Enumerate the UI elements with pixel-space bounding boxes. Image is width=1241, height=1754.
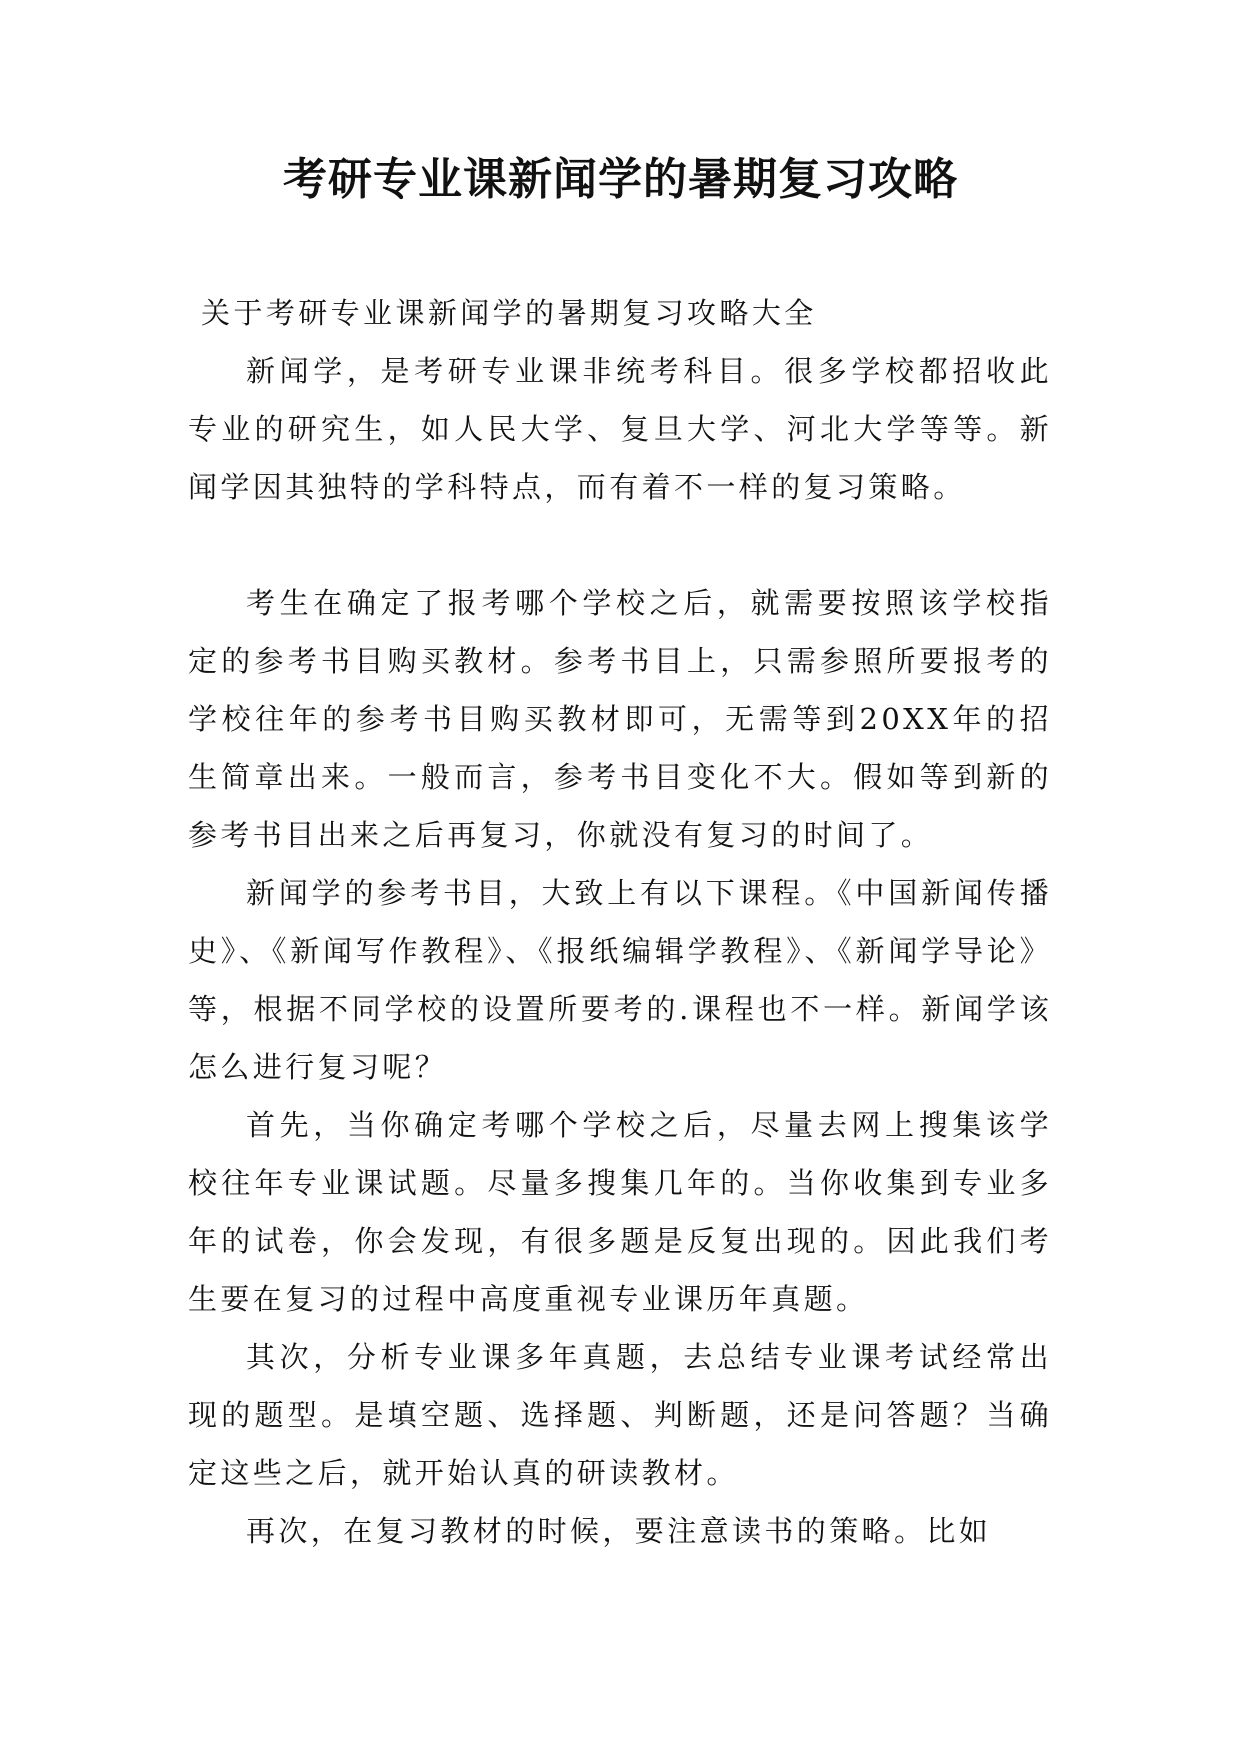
paragraph: 首先，当你确定考哪个学校之后，尽量去网上搜集该学校往年专业课试题。尽量多搜集几年的。当你收集到专业多年的试卷，你会发现，有很多题是反复出现的。因此我们考生要在复习的过程中高度重视专业课历年真题。	[188, 1108, 1052, 1316]
paragraph-spacer	[188, 516, 1052, 574]
document-title: 考研专业课新闻学的暑期复习攻略	[283, 154, 958, 205]
paragraph: 其次，分析专业课多年真题，去总结专业课考试经常出现的题型。是填空题、选择题、判断题，还是问答题？当确定这些之后，就开始认真的研读教材。	[188, 1340, 1052, 1490]
paragraph: 考生在确定了报考哪个学校之后，就需要按照该学校指定的参考书目购买教材。参考书目上，只需参照所要报考的学校往年的参考书目购买教材即可，无需等到20XX年的招生简章出来。一般而言，参考书目变化不大。假如等到新的参考书目出来之后再复习，你就没有复习的时间了。	[188, 586, 1052, 852]
paragraph: 新闻学的参考书目，大致上有以下课程。《中国新闻传播史》、《新闻写作教程》、《报纸编辑学教程》、《新闻学导论》等，根据不同学校的设置所要考的.课程也不一样。新闻学该怎么进行复习呢？	[188, 876, 1052, 1084]
paragraph: 再次，在复习教材的时候，要注意读书的策略。比如	[246, 1514, 992, 1548]
paragraph: 新闻学，是考研专业课非统考科目。很多学校都招收此专业的研究生，如人民大学、复旦大学、河北大学等等。新闻学因其独特的学科特点，而有着不一样的复习策略。	[188, 354, 1052, 504]
document-body	[188, 284, 1052, 1560]
intro-line: 关于考研专业课新闻学的暑期复习攻略大全	[201, 296, 817, 330]
